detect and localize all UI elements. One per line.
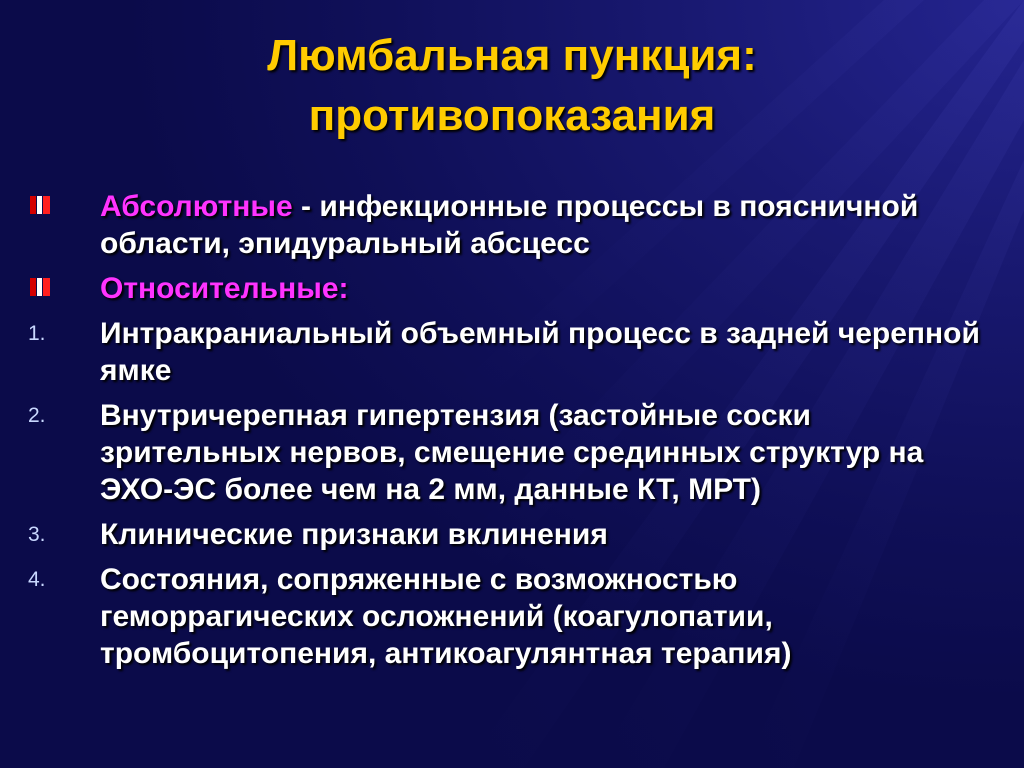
item-number: 2. bbox=[28, 404, 46, 427]
slide-title bbox=[0, 26, 1024, 146]
item-number: 3. bbox=[28, 523, 46, 546]
relative-label: Относительные: bbox=[100, 272, 349, 305]
item-text: Клинические признаки вклинения bbox=[100, 518, 608, 551]
item-text bbox=[100, 270, 994, 307]
item-number: 1. bbox=[28, 322, 46, 345]
list-item-relative bbox=[0, 270, 1024, 307]
item-text: Интракраниальный объемный процесс в задней черепной ямке bbox=[100, 317, 980, 387]
list-item-absolute bbox=[0, 188, 1024, 262]
item-number: 4. bbox=[28, 568, 46, 591]
list-item-3 bbox=[0, 516, 1024, 553]
absolute-label: Абсолютные bbox=[100, 190, 293, 223]
title-line-1: Люмбальная пункция: bbox=[267, 31, 757, 80]
item-text bbox=[100, 188, 994, 262]
list-item-4 bbox=[0, 561, 1024, 672]
square-bullet-icon bbox=[30, 196, 52, 214]
item-text: Внутричерепная гипертензия (застойные соски зрительных нервов, смещение срединных структур на ЭХО-ЭС более чем на 2 мм, данные КТ, МРТ) bbox=[100, 399, 924, 506]
content-list bbox=[0, 188, 1024, 680]
square-bullet-icon bbox=[30, 278, 52, 296]
title-line-2: противопоказания bbox=[308, 91, 716, 140]
absolute-description: - инфекционные процессы в поясничной области, эпидуральный абсцесс bbox=[100, 190, 919, 260]
item-text: Состояния, сопряженные с возможностью геморрагических осложнений (коагулопатии, тромбоцитопения, антикоагулянтная терапия) bbox=[100, 563, 792, 670]
list-item-2 bbox=[0, 397, 1024, 508]
list-item-1 bbox=[0, 315, 1024, 389]
